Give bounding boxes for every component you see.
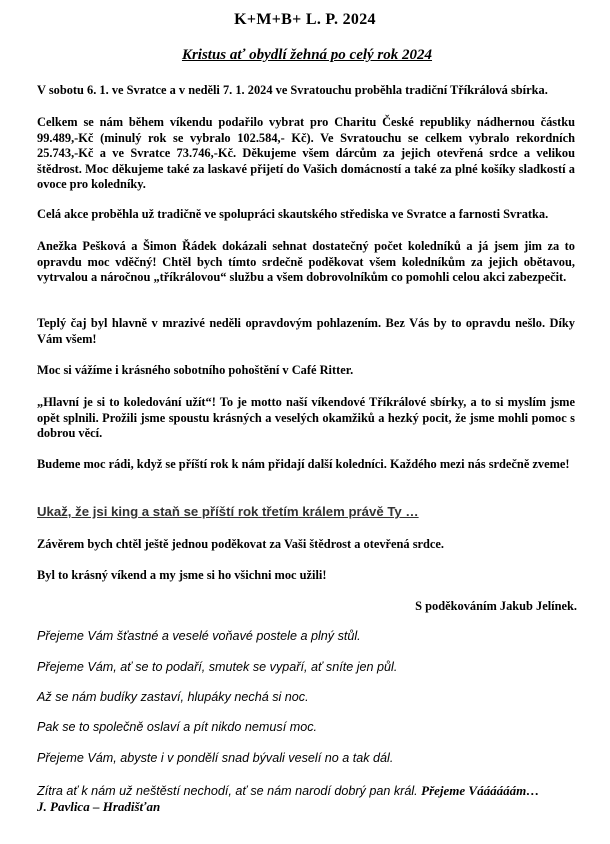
wish-line: Až se nám budíky zastaví, hlupáky nechá si noc. [37, 690, 309, 704]
paragraph-motto: „Hlavní je si to koledování užít“! To je motto naší víkendové Tříkrálové sbírky, a to si myslím jsme opět splnili. Prožili jsme spoustu krásných a veselých okamžiků a hezký pocit, že jsme mohli pomoc s dobrou věcí. [37, 395, 575, 441]
paragraph-closing-thanks: Závěrem bych chtěl ještě jednou poděkovat za Vaši štědrost a otevřená srdce. [37, 537, 445, 551]
paragraph-tea: Teplý čaj byl hlavně v mrazivé neděli opravdovým pohlazením. Bez Vás by to opravdu nešlo. Díky Vám všem! [37, 316, 575, 346]
wish-line: Přejeme Vám šťastné a veselé voňavé postele a plný stůl. [37, 629, 361, 643]
paragraph-invitation: Budeme moc rádi, když se příští rok k nám přidají další koledníci. Každého mezi nás srdečně zveme! [37, 457, 570, 471]
document-subtitle: Kristus ať obydlí žehná po celý rok 2024 [181, 47, 433, 63]
call-to-action: Ukaž, že jsi king a staň se příští rok třetím králem právě Ty … [37, 504, 419, 519]
document-title: K+M+B+ L. P. 2024 [234, 11, 376, 28]
paragraph-closing-weekend: Byl to krásný víkend a my jsme si ho všichni moc užili! [37, 568, 327, 582]
wish-line: Pak se to společně oslaví a pít nikdo nemusí moc. [37, 720, 318, 734]
paragraph-intro: V sobotu 6. 1. ve Svratce a v neděli 7. 1. 2024 ve Svratouchu proběhla tradiční Tříkrálová sbírka. [37, 83, 548, 97]
poem-author: J. Pavlica – Hradišťan [37, 799, 161, 814]
paragraph-cafe: Moc si vážíme i krásného sobotního pohoštění v Café Ritter. [37, 363, 354, 377]
wish-line-last [37, 783, 597, 799]
paragraph-organizers: Anežka Pešková a Šimon Řádek dokázali sehnat dostatečný počet koledníků a já jsem jim za to opravdu moc vděčný! Chtěl bych tímto srdečně poděkovat všem koledníkům za jejich obětavou, vytrvalou a náročnou „tříkrálovou“ službu a všem dobrovolníkům co pomohli celou akci zabezpečit. [37, 239, 575, 285]
signature: S poděkováním Jakub Jelínek. [415, 599, 577, 613]
wish-line-last-text: Zítra ať k nám už neštěstí nechodí, ať se nám narodí dobrý pan král. [37, 784, 418, 798]
wish-line-last-tail: Přejeme Váááááám… [421, 783, 540, 798]
paragraph-collection-totals: Celkem se nám během víkendu podařilo vybrat pro Charitu České republiky nádhernou částku 99.489,-Kč (minulý rok se vybralo 102.584,- Kč). Ve Svratouchu se celkem vybralo rekordních 25.743,-Kč a ve Svratce 73.746,-Kč. Děkujeme všem dárcům za jejich otevřená srdce a velikou štědrost. Moc děkujeme také za laskavé přijetí do Vašich domácností a také za plné košíky sladkostí a ovoce pro koledníky. [37, 115, 575, 192]
wish-line: Přejeme Vám, abyste i v pondělí snad bývali veselí no a tak dál. [37, 751, 394, 765]
wish-line: Přejeme Vám, ať se to podaří, smutek se vypaří, ať sníte jen půl. [37, 660, 398, 674]
paragraph-cooperation: Celá akce proběhla už tradičně ve spolupráci skautského střediska ve Svratce a farnosti Svratka. [37, 207, 549, 221]
